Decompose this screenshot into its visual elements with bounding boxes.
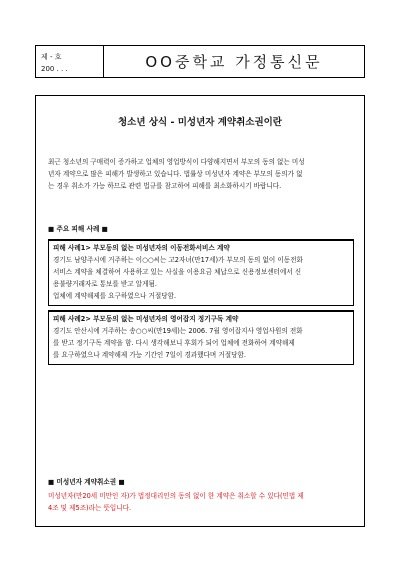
rights-paragraph <box>48 490 354 514</box>
article-title: 청소년 상식 - 미성년자 계약취소권이란 <box>117 117 282 128</box>
article-box <box>35 95 365 527</box>
case-line: 업체에 계약해제를 요구하였으나 거절당함. <box>53 292 177 300</box>
rights-line: 4조 및 제5조)라는 뜻입니다. <box>48 504 132 512</box>
case-box-2 <box>48 310 354 365</box>
newsletter-title-box <box>103 45 365 78</box>
case-line: 경기도 안산시에 거주하는 송○○씨(만19세)는 2006. 7월 영어잡지사 영업사원의 전화 <box>53 327 303 335</box>
intro-line: 년자 계약으로 많은 피해가 발생하고 있습니다. 법률상 미성년자 계약은 부모의 동의가 없 <box>48 170 303 178</box>
case-line: 서비스 계약을 체결하여 사용하고 있는 사실을 이용요금 체납으로 신용정보센터에서 신 <box>53 268 302 276</box>
case-line: 용불량거래자로 통보를 받고 알게됨. <box>53 280 157 288</box>
issue-number: 제 - 호 <box>41 53 62 61</box>
case-box-1 <box>48 239 354 306</box>
case-line: 경기도 남양주시에 거주하는 이○○씨는 고2자녀(만17세)가 부모의 동의 없이 이동전화 <box>53 256 303 264</box>
case-title: 피해 사례2> 부모동의 없는 미성년자의 영어잡지 정기구독 계약 <box>53 315 239 323</box>
rights-line: 미성년자(만20세 미만인 자)가 법정대리인의 동의 없이 한 계약은 취소할 수 있다(민법 제 <box>48 492 304 500</box>
cases-heading: ■ 주요 피해 사례 ■ <box>48 225 108 233</box>
issue-date: 200 . . . <box>41 65 68 73</box>
issue-number-box <box>35 45 104 78</box>
intro-line: 는 경우 취소가 가능 하므로 관련 법규를 참고하여 피해를 최소화하시기 바랍니다. <box>48 182 282 190</box>
newsletter-title: OO중학교 가정통신문 <box>145 53 323 71</box>
case-title: 피해 사례1> 부모동의 없는 미성년자의 이동전화서비스 계약 <box>53 244 230 252</box>
intro-paragraph <box>48 156 354 192</box>
intro-line: 최근 청소년의 구매력이 증가하고 업체의 영업방식이 다양해지면서 부모의 동의 없는 미성 <box>48 158 305 166</box>
case-line: 를 요구하였으나 계약해제 가능 기간인 7일이 경과했다며 거절당함. <box>53 351 246 359</box>
rights-heading: ■ 미성년자 계약취소권 ■ <box>48 478 125 486</box>
case-line: 를 받고 정기구독 계약을 함. 다시 생각해보니 후회가 되어 업체에 전화하여 계약해제 <box>53 339 295 347</box>
